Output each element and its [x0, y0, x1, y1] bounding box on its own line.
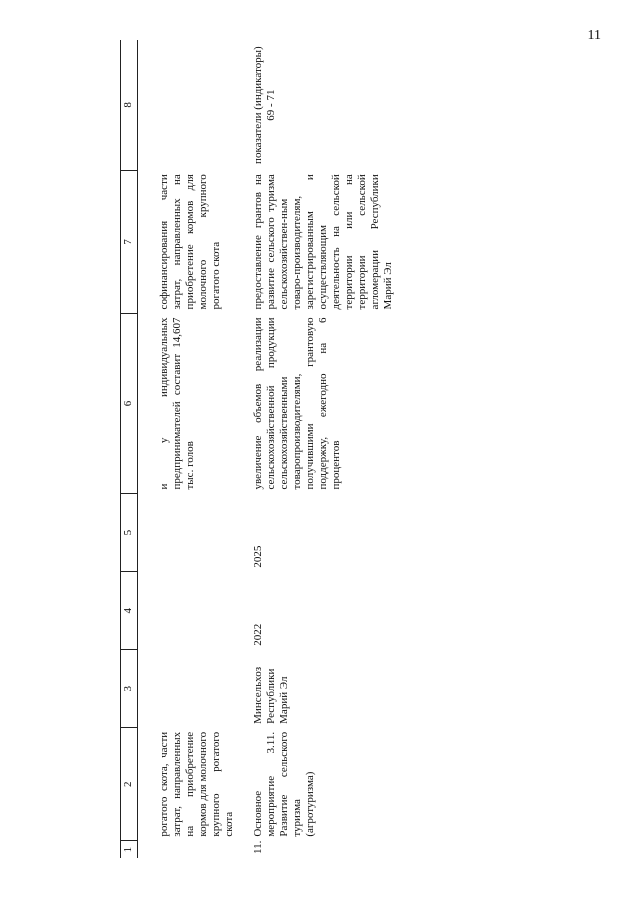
- expected-result: увеличение объемов реализации сельскохозяйственной продукции сельскохозяйственными товаропроизводителями, получившими грантовую поддержку, ежегодно на 6 процентов: [252, 317, 342, 490]
- implementation-direction: предоставление грантов на развитие сельского туризма сельскохозяйствен-ным товаро-производителям, зарегистрированным и осуществляющим деятельность на сельской территории или на территории сельской агломерации Республики Марий Эл: [252, 174, 394, 310]
- column-header: 3: [121, 650, 138, 728]
- measure-name: рогатого скота, части затрат, направленных на приобретение кормов для молочного крупного рогатого скота: [158, 731, 235, 837]
- column-header: 4: [121, 572, 138, 650]
- column-header: 8: [121, 40, 138, 170]
- row-number: 11.: [252, 840, 264, 854]
- table-row: [138, 40, 237, 858]
- row-number: [138, 841, 237, 858]
- implementation-direction: софинансирования части затрат, направленных на приобретение кормов для молочного крупного рогатого скота: [158, 174, 222, 310]
- column-header: 7: [121, 170, 138, 313]
- expected-result: и у индивидуальных предпринимателей составит 14,607 тыс. голов: [158, 317, 196, 490]
- page-number: 11: [587, 28, 601, 43]
- table-header-row: [121, 40, 138, 858]
- rotated-table-wrapper: [120, 40, 590, 858]
- column-header: 2: [121, 728, 138, 841]
- executor: [138, 650, 237, 728]
- end-year: 2025: [252, 545, 264, 568]
- executor: Минсельхоз Республики Марий Эл: [252, 666, 290, 724]
- program-table: [120, 40, 395, 858]
- column-header: 6: [121, 313, 138, 493]
- start-year: 2022: [252, 623, 264, 646]
- column-header: 1: [121, 841, 138, 858]
- table-row: [236, 40, 395, 858]
- end-year: [138, 494, 237, 572]
- start-year: [138, 572, 237, 650]
- indicators: [138, 40, 237, 170]
- indicators: показатели (индикаторы) 69 - 71: [252, 46, 277, 164]
- column-header: 5: [121, 494, 138, 572]
- measure-name: Основное мероприятие 3.11. Развитие сельского туризма (агротуризма): [252, 731, 316, 837]
